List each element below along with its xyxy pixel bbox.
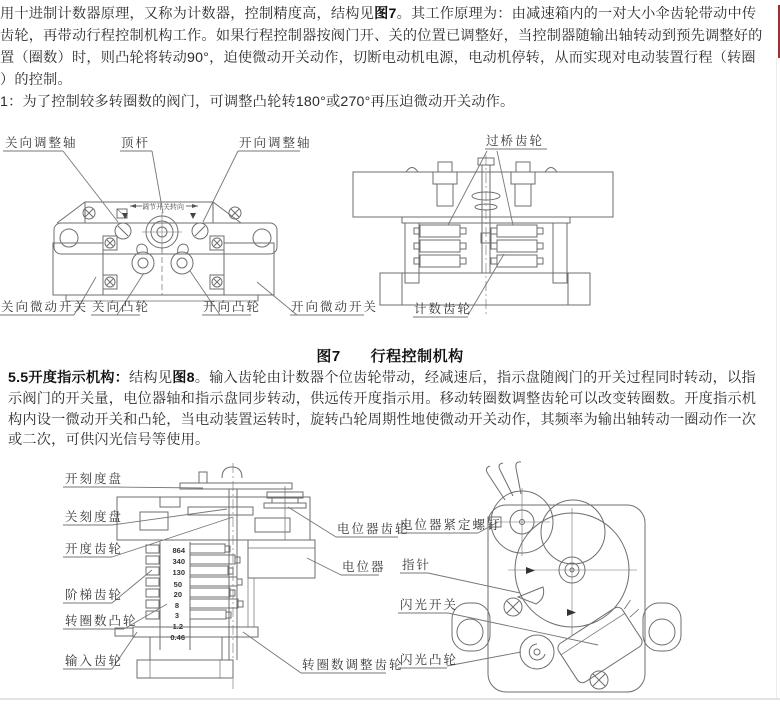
- fig7-ref: 图7: [374, 6, 397, 22]
- label-turns-adjust-gear: 转圈数调整齿轮: [302, 658, 404, 672]
- s55-heading: 5.5开度指示机构：: [8, 370, 130, 386]
- figure7-caption-title: 行程控制机构: [370, 348, 464, 365]
- ratio-value: 130: [172, 568, 185, 577]
- label-pointer: 指针: [402, 558, 432, 572]
- ratio-value: 0.46: [170, 633, 185, 642]
- label-bridge-gear: 过桥齿轮: [486, 134, 545, 148]
- label-flash-cam: 闪光凸轮: [400, 653, 459, 667]
- section-55-paragraph: [8, 368, 780, 451]
- fig8-top-knob: [199, 467, 242, 483]
- ratio-value: 3: [174, 611, 179, 620]
- ratio-value: 8: [174, 601, 179, 610]
- fig8-base: [137, 660, 233, 678]
- label-close-micro-switch: 关向微动开关: [1, 300, 89, 314]
- label-turns-cam: 转圈数凸轮: [65, 614, 138, 628]
- label-potentiometer: 电位器: [342, 560, 386, 574]
- fig7-push-rod-boss: [142, 212, 182, 252]
- ratio-value: 50: [173, 580, 182, 589]
- panel-text: 调节开关转向: [142, 204, 184, 211]
- label-step-gear: 阶梯齿轮: [65, 588, 124, 602]
- intro-line-4: ）的控制。: [0, 72, 72, 88]
- fig7-open-cam: [171, 244, 193, 274]
- fig7-section-base: [380, 273, 590, 305]
- label-input-gear: 输入齿轮: [65, 654, 124, 668]
- ratio-values-column: [170, 546, 185, 642]
- intro-line-1: [0, 3, 780, 25]
- intro-line-1-text: 用十进制计数器原理，又称为计数器，控制精度高，结构见: [0, 6, 375, 22]
- fig7-close-switch-body: [53, 243, 103, 295]
- ratio-value: 20: [173, 590, 182, 599]
- right-edge-line: [776, 58, 777, 698]
- fig7-close-cam: [132, 244, 154, 274]
- fig8-flash-cam: [520, 635, 554, 669]
- figure7-caption: [0, 345, 780, 366]
- ratio-value: 340: [172, 557, 185, 566]
- figure7-drawing: [0, 110, 780, 345]
- fig7-bracket-screws: [105, 238, 222, 287]
- ratio-value: 864: [172, 546, 185, 555]
- s55-line-1: [8, 368, 780, 389]
- fig7-open-switch-body: [224, 243, 274, 295]
- intro-line-1-rest: 。其工作原理为：由减速箱内的一对大小伞齿轮带动中传: [396, 6, 757, 22]
- label-close-adjust-shaft: 关向调整轴: [5, 136, 78, 150]
- fig8-close-dial-disc: [188, 507, 253, 515]
- s55-line-2: 示阀门的开关量，电位器轴和指示盘同步转动，供远传开度指示用。移动转圈数调整齿轮可以改变转圈数。开度指示机: [8, 390, 757, 407]
- fig8-plate-screw: [504, 598, 522, 616]
- label-pot-gear: 电位器齿轮: [337, 522, 410, 536]
- s55-line-4: 或二次，可供闪光信号等使用。: [8, 432, 210, 449]
- label-open-cam: 开向凸轮: [203, 300, 262, 314]
- label-pot-set-screw: 电位器紧定螺钉: [400, 518, 502, 532]
- fig8-ref: 图8: [172, 370, 195, 386]
- figure8-drawing: [0, 460, 780, 700]
- intro-paragraph: [0, 3, 780, 113]
- intro-line-3: 置（圈数）时，则凸轮将转动90°，迫使微动开关动作，切断电动机电源，电动机停转，从而实现对电动装置行程（转圈: [0, 50, 756, 66]
- label-push-rod: 顶杆: [121, 136, 151, 150]
- fig8-pointer: [518, 587, 544, 604]
- label-opening-gear: 开度齿轮: [65, 542, 124, 556]
- fig8-step-gear-stack: [146, 542, 243, 650]
- fig7-bolt-right: [511, 162, 535, 206]
- label-open-adjust-shaft: 开向调整轴: [239, 136, 312, 150]
- fig7-bridge-gear-stack-left: [414, 225, 466, 267]
- label-counting-gear: 计数齿轮: [414, 302, 473, 316]
- fig7-left-ear-hole: [60, 229, 78, 247]
- fig7-right-ear-hole: [253, 229, 271, 247]
- s55-line-1-pre: 结构见: [129, 370, 173, 386]
- label-close-dial: 关刻度盘: [65, 510, 124, 524]
- bottom-rule: [0, 698, 780, 700]
- s55-line-3: 构内设一微动开关和凸轮，当电动装置运转时，旋转凸轮周期性地使微动开关动作，其频率为输出轴转动一圈动作一次: [8, 411, 757, 428]
- fig8-indicator-disc: [508, 508, 637, 635]
- fig7-bolt-left: [433, 162, 457, 206]
- fig7-bridge-gear-stack-right: [491, 225, 543, 267]
- fig7-open-adjust-screw: [192, 223, 208, 239]
- figure7-caption-number: 图7: [316, 348, 341, 365]
- fig8-potentiometer-body: [248, 540, 315, 578]
- ratio-value: 1.2: [172, 622, 183, 631]
- fig8-turns-adjust-gear: [133, 627, 258, 637]
- intro-line-2: 齿轮，再带动行程控制机构工作。如果行程控制器按阀门开、关的位置已调整好，当控制器随输出轴转动到预先调整好的: [0, 28, 763, 44]
- note-line: 1：为了控制较多转圈数的阀门，可调整凸轮转180°或270°再压迫微动开关动作。: [0, 94, 515, 110]
- label-open-micro-switch: 开向微动开关: [291, 300, 379, 314]
- fig8-switch-screw: [590, 671, 608, 689]
- fig7-screw-right: [229, 207, 241, 219]
- label-open-dial: 开刻度盘: [65, 472, 124, 486]
- s55-line-1-rest: 。输入齿轮由计数器个位齿轮带动，经减速后，指示盘随阀门的开关过程同时转动，以指: [194, 370, 756, 386]
- label-close-cam: 关向凸轮: [92, 300, 151, 314]
- label-flash-switch: 闪光开关: [400, 598, 459, 612]
